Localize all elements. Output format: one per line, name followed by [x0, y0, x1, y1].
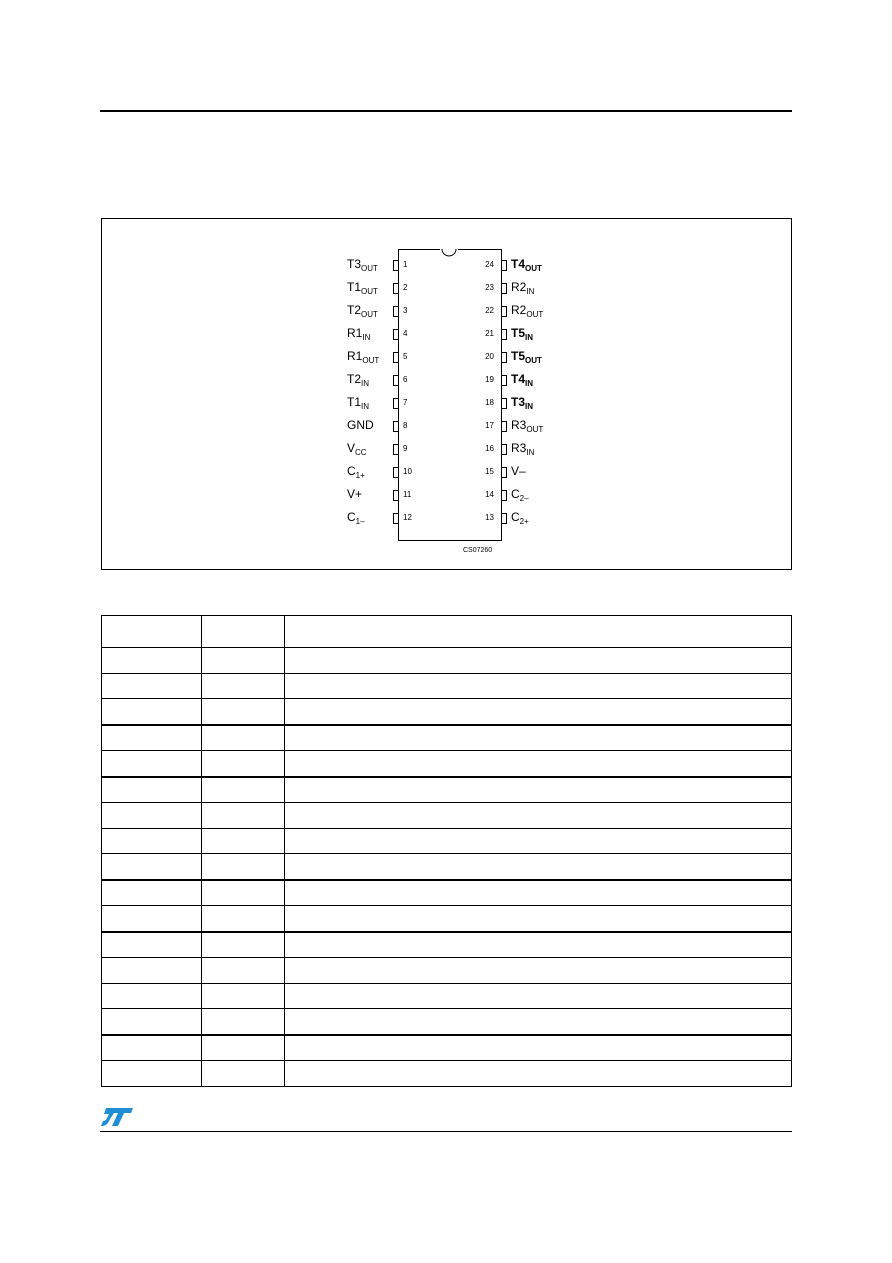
table-cell — [202, 958, 285, 984]
pin-connection-diagram — [101, 218, 792, 570]
table-header-row — [102, 616, 792, 648]
header-rule — [100, 110, 792, 112]
table-cell — [285, 1035, 792, 1061]
table-cell — [202, 880, 285, 906]
table-row — [102, 648, 792, 674]
pin-22-name: R2 — [511, 303, 527, 317]
table-row — [102, 803, 792, 829]
pin-10-number: 10 — [403, 467, 412, 476]
pin-22-terminal — [501, 306, 507, 317]
pin-13-terminal — [501, 513, 507, 524]
table-cell — [285, 958, 792, 984]
table-row — [102, 983, 792, 1009]
table-header-cell — [102, 616, 202, 648]
pin-21-terminal — [501, 329, 507, 340]
pin-8-label — [347, 418, 374, 432]
pin-17-subscript: OUT — [526, 425, 544, 434]
table-cell — [285, 932, 792, 958]
table-cell — [202, 828, 285, 854]
pin-1-terminal — [393, 260, 399, 271]
pin-13-label — [511, 510, 529, 524]
table-cell — [202, 648, 285, 674]
pin-14-name: C — [511, 487, 520, 501]
table-cell — [102, 958, 202, 984]
pin-24-label — [511, 257, 542, 271]
table-cell — [102, 1035, 202, 1061]
table-cell — [202, 699, 285, 725]
pin-15-name: V– — [511, 464, 526, 478]
footer-rule — [100, 1131, 792, 1132]
table-cell — [102, 673, 202, 699]
pin-4-number: 4 — [403, 329, 408, 338]
pin-19-label — [511, 372, 533, 386]
table-cell — [102, 932, 202, 958]
table-cell — [285, 906, 792, 932]
pin-22-number: 22 — [485, 306, 494, 315]
pin-12-label — [347, 510, 365, 524]
pin-16-name: R3 — [511, 441, 527, 455]
table-cell — [102, 854, 202, 880]
table-row — [102, 1035, 792, 1061]
table-row — [102, 777, 792, 803]
pin-13-subscript: 2+ — [519, 517, 529, 526]
pin-12-name: C — [347, 510, 356, 524]
pin-18-terminal — [501, 398, 507, 409]
pin-1-name: T3 — [347, 257, 362, 271]
table-row — [102, 673, 792, 699]
table-cell — [285, 699, 792, 725]
pin-3-number: 3 — [403, 306, 408, 315]
table-header-cell — [285, 616, 792, 648]
pin-3-subscript: OUT — [361, 310, 378, 319]
table-cell — [202, 854, 285, 880]
table-cell — [102, 1009, 202, 1035]
pin-4-subscript: IN — [362, 333, 371, 342]
pin-9-number: 9 — [403, 444, 408, 453]
diagram-code: CS07260 — [463, 547, 493, 554]
table-cell — [102, 803, 202, 829]
table-cell — [102, 906, 202, 932]
table-cell — [202, 803, 285, 829]
table-row — [102, 725, 792, 751]
table-row — [102, 1061, 792, 1087]
pin-5-label — [347, 349, 379, 363]
pin-14-terminal — [501, 490, 507, 501]
pin-11-terminal — [393, 490, 399, 501]
pin-2-number: 2 — [403, 283, 408, 292]
table-row — [102, 699, 792, 725]
table-cell — [102, 983, 202, 1009]
table-cell — [202, 751, 285, 777]
pin-18-label — [511, 395, 533, 409]
table-cell — [285, 751, 792, 777]
pin-11-number: 11 — [403, 490, 412, 499]
pin-19-subscript: IN — [525, 379, 534, 388]
table-cell — [202, 725, 285, 751]
pin-7-subscript: IN — [361, 402, 370, 411]
pin-24-subscript: OUT — [525, 264, 542, 273]
pin-9-terminal — [393, 444, 399, 455]
pin-2-label — [347, 280, 378, 294]
pin-19-terminal — [501, 375, 507, 386]
table-row — [102, 932, 792, 958]
pin-23-subscript: IN — [526, 287, 535, 296]
table-cell — [202, 906, 285, 932]
pin-6-label — [347, 372, 369, 386]
pin-description-table — [101, 615, 792, 1087]
st-logo — [100, 1106, 134, 1128]
table-cell — [285, 854, 792, 880]
table-cell — [285, 1061, 792, 1087]
pin-7-label — [347, 395, 369, 409]
table-cell — [202, 1061, 285, 1087]
pin-5-number: 5 — [403, 352, 408, 361]
table-cell — [285, 983, 792, 1009]
table-row — [102, 958, 792, 984]
pin-16-terminal — [501, 444, 507, 455]
pin-2-terminal — [393, 283, 399, 294]
pin-8-terminal — [393, 421, 399, 432]
pin-13-name: C — [511, 510, 520, 524]
table-cell — [202, 673, 285, 699]
pin-12-number: 12 — [403, 513, 412, 522]
pin-19-name: T4 — [511, 372, 526, 386]
pin-23-terminal — [501, 283, 507, 294]
table-cell — [285, 880, 792, 906]
pin-16-label — [511, 441, 534, 455]
table-cell — [285, 725, 792, 751]
pin-5-subscript: OUT — [362, 356, 380, 365]
pin-14-subscript: 2– — [519, 494, 529, 503]
pin-23-number: 23 — [485, 283, 494, 292]
pin-20-label — [511, 349, 542, 363]
pin-6-number: 6 — [403, 375, 408, 384]
pin-10-name: C — [347, 464, 356, 478]
table-cell — [285, 777, 792, 803]
st-logo-mark — [101, 1108, 133, 1126]
pin-10-subscript: 1+ — [355, 471, 365, 480]
pin-17-terminal — [501, 421, 507, 432]
pin-3-label — [347, 303, 378, 317]
pin-7-terminal — [393, 398, 399, 409]
pin-14-number: 14 — [485, 490, 494, 499]
pin-5-terminal — [393, 352, 399, 363]
pin-9-label — [347, 441, 367, 455]
pin-24-terminal — [501, 260, 507, 271]
pin-20-number: 20 — [485, 352, 494, 361]
table-row — [102, 906, 792, 932]
pin-2-subscript: OUT — [361, 287, 378, 296]
pin-14-label — [511, 487, 529, 501]
pin-8-name: GND — [347, 418, 374, 432]
pin-1-label — [347, 257, 378, 271]
chip-notch — [440, 248, 458, 258]
pin-17-name: R3 — [511, 418, 527, 432]
pin-10-label — [347, 464, 365, 478]
table-cell — [202, 1035, 285, 1061]
pin-2-name: T1 — [347, 280, 362, 294]
pin-11-label — [347, 487, 362, 501]
pin-7-number: 7 — [403, 398, 408, 407]
pin-22-subscript: OUT — [526, 310, 544, 319]
pin-4-name: R1 — [347, 326, 363, 340]
pin-18-name: T3 — [511, 395, 526, 409]
table-cell — [102, 751, 202, 777]
pin-13-number: 13 — [485, 513, 494, 522]
table-cell — [285, 1009, 792, 1035]
pin-6-name: T2 — [347, 372, 362, 386]
pin-16-number: 16 — [485, 444, 494, 453]
pin-6-terminal — [393, 375, 399, 386]
table-cell — [102, 699, 202, 725]
table-row — [102, 828, 792, 854]
pin-15-number: 15 — [485, 467, 494, 476]
table-row — [102, 880, 792, 906]
table-cell — [285, 803, 792, 829]
table-cell — [202, 983, 285, 1009]
pin-7-name: T1 — [347, 395, 362, 409]
table-cell — [102, 1061, 202, 1087]
table-cell — [285, 828, 792, 854]
pin-16-subscript: IN — [526, 448, 535, 457]
pin-4-terminal — [393, 329, 399, 340]
pin-20-terminal — [501, 352, 507, 363]
table-row — [102, 1009, 792, 1035]
pin-17-number: 17 — [485, 421, 494, 430]
pin-18-number: 18 — [485, 398, 494, 407]
pin-20-subscript: OUT — [525, 356, 542, 365]
table-row — [102, 854, 792, 880]
pin-21-subscript: IN — [525, 333, 534, 342]
pin-11-name: V+ — [347, 487, 363, 501]
pin-24-name: T4 — [511, 257, 526, 271]
pin-6-subscript: IN — [361, 379, 370, 388]
pin-21-label — [511, 326, 533, 340]
table-row — [102, 751, 792, 777]
pin-15-terminal — [501, 467, 507, 478]
table-cell — [285, 673, 792, 699]
pin-1-number: 1 — [403, 260, 408, 269]
table-cell — [202, 932, 285, 958]
table-cell — [102, 880, 202, 906]
table-header-cell — [202, 616, 285, 648]
table-cell — [102, 777, 202, 803]
table-cell — [285, 648, 792, 674]
pin-17-label — [511, 418, 543, 432]
table-cell — [202, 777, 285, 803]
pin-23-label — [511, 280, 534, 294]
pin-19-number: 19 — [485, 375, 494, 384]
pin-21-number: 21 — [485, 329, 494, 338]
pin-23-name: R2 — [511, 280, 527, 294]
table-cell — [102, 648, 202, 674]
pin-8-number: 8 — [403, 421, 408, 430]
pin-10-terminal — [393, 467, 399, 478]
pin-9-subscript: CC — [355, 448, 367, 457]
pin-12-terminal — [393, 513, 399, 524]
pin-21-name: T5 — [511, 326, 526, 340]
pin-3-name: T2 — [347, 303, 362, 317]
pin-3-terminal — [393, 306, 399, 317]
pin-12-subscript: 1– — [355, 517, 365, 526]
pin-24-number: 24 — [485, 260, 494, 269]
pin-15-label — [511, 464, 526, 478]
pin-5-name: R1 — [347, 349, 363, 363]
table-cell — [202, 1009, 285, 1035]
pin-22-label — [511, 303, 543, 317]
table-cell — [102, 725, 202, 751]
pin-9-name: V — [347, 441, 356, 455]
pin-20-name: T5 — [511, 349, 526, 363]
pin-1-subscript: OUT — [361, 264, 378, 273]
pin-18-subscript: IN — [525, 402, 534, 411]
pin-4-label — [347, 326, 370, 340]
table-cell — [102, 828, 202, 854]
